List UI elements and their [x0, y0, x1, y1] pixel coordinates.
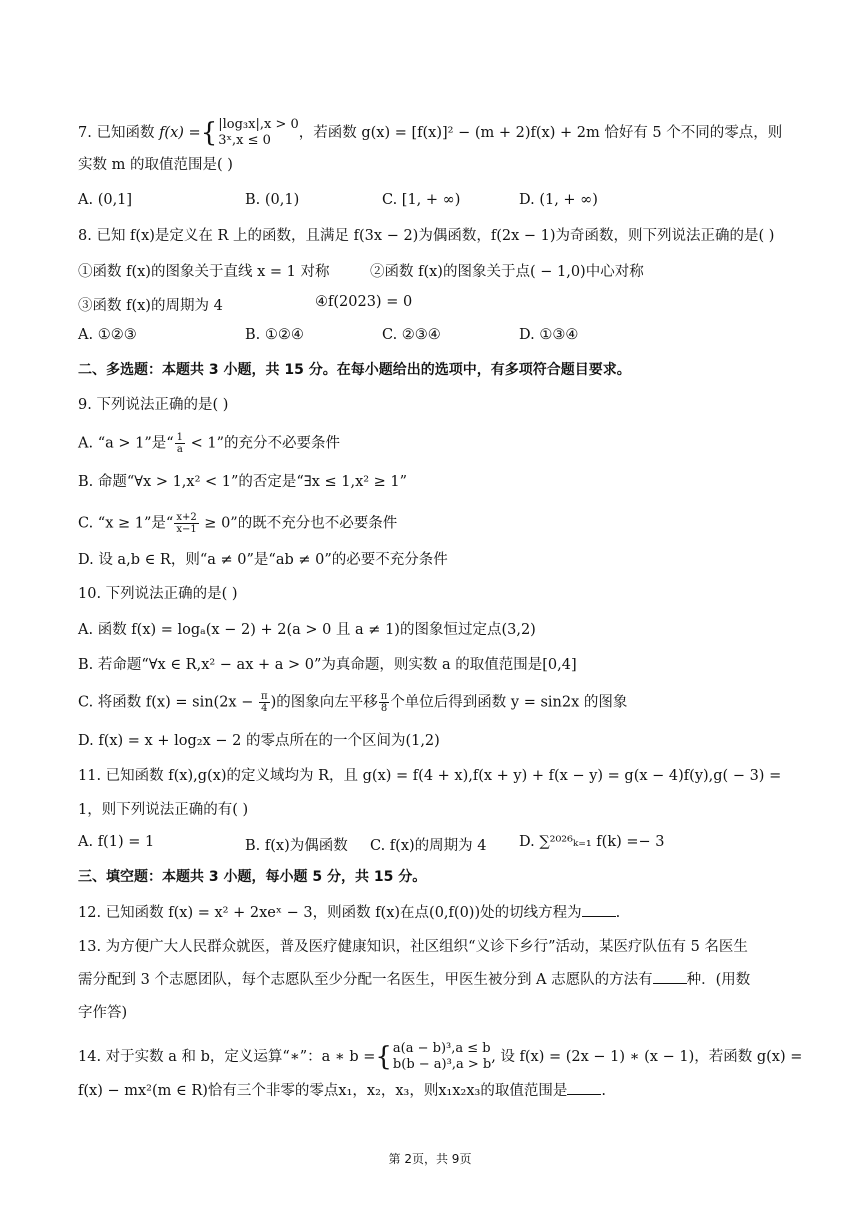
q14-answer-blank — [567, 1081, 601, 1095]
q11-option-b: B. f(x)为偶函数 — [245, 838, 348, 854]
q8-option-b: B. ①②④ — [245, 327, 304, 343]
q10-c-fraction-2 — [379, 691, 390, 714]
q14-pre: 14. 对于实数 a 和 b，定义运算“∗”：a ∗ b = — [78, 1049, 376, 1065]
q8-statement-3: ③函数 f(x)的周期为 4 — [78, 298, 223, 314]
q7-func: f(x) = — [159, 125, 201, 141]
q9-a-pre: A. “a > 1”是“ — [78, 435, 174, 452]
section-fill-in-heading: 三、填空题：本题共 3 小题，每小题 5 分，共 15 分。 — [78, 869, 427, 885]
q13-answer-blank — [653, 970, 687, 984]
q12-post: . — [615, 905, 621, 921]
q7-prefix: 7. 已知函数 — [78, 125, 160, 141]
q7-line2: 实数 m 的取值范围是( ) — [78, 157, 233, 173]
q9-option-b: B. 命题“∀x > 1,x² < 1”的否定是“∃x ≤ 1,x² ≥ 1” — [78, 474, 408, 490]
q7-line1 — [78, 117, 782, 149]
q10-c-num2: π — [380, 691, 388, 702]
q14-brace: { — [375, 1042, 392, 1072]
q10-option-c — [78, 691, 627, 714]
q9-c-num: x+2 — [176, 512, 197, 523]
q7-option-a: A. (0,1] — [78, 192, 133, 208]
q10-c-den2: 8 — [380, 703, 388, 714]
q12-pre: 12. 已知函数 f(x) = x² + 2xeˣ − 3，则函数 f(x)在点(0,f(0))处的切线方程为 — [78, 905, 582, 921]
q7-option-b: B. (0,1) — [245, 192, 300, 208]
q10-stem: 10. 下列说法正确的是( ) — [78, 586, 238, 602]
q11-line1: 11. 已知函数 f(x),g(x)的定义域均为 R，且 g(x) = f(4 + x),f(x + y) + f(x − y) = g(x − 4)f(y),g( − 3) = — [78, 768, 782, 784]
q11-option-c: C. f(x)的周期为 4 — [370, 838, 487, 854]
q9-stem: 9. 下列说法正确的是( ) — [78, 397, 229, 413]
q8-option-a: A. ①②③ — [78, 327, 137, 343]
q13-line1: 13. 为方便广大人民群众就医，普及医疗健康知识，社区组织“义诊下乡行”活动，某医疗队伍有 5 名医生 — [78, 939, 748, 955]
q11-line2: 1，则下列说法正确的有( ) — [78, 802, 249, 818]
q10-c-mid: )的图象向左平移 — [270, 694, 378, 711]
q14-line2-pre: f(x) − mx²(m ∈ R)恰有三个非零的零点x₁，x₂，x₃，则x₁x₂x₃的取值范围是 — [78, 1083, 568, 1099]
q9-a-den: a — [176, 444, 183, 455]
q7-mid: ，若函数 g(x) = [f(x)]² − (m + 2)f(x) + 2m 恰好有 5 个不同的零点，则 — [298, 125, 783, 141]
q9-a-fraction — [175, 432, 185, 455]
section-multiple-choice-heading: 二、多选题：本题共 3 小题，共 15 分。在每小题给出的选项中，有多项符合题目要求。 — [78, 362, 631, 378]
q9-a-num: 1 — [176, 432, 184, 443]
q10-c-num1: π — [260, 691, 268, 702]
q13-line2-post: 种．(用数 — [686, 972, 751, 988]
q10-c-pre: C. 将函数 f(x) = sin(2x − — [78, 694, 258, 711]
q10-option-a: A. 函数 f(x) = logₐ(x − 2) + 2(a > 0 且 a ≠ 1)的图象恒过定点(3,2) — [78, 622, 536, 638]
q7-cases — [218, 117, 299, 149]
q8-statement-2: ②函数 f(x)的图象关于点( − 1,0)中心对称 — [370, 264, 644, 280]
q14-line1 — [78, 1041, 802, 1073]
q13-line2 — [78, 970, 750, 990]
q8-statement-1: ①函数 f(x)的图象关于直线 x = 1 对称 — [78, 264, 330, 280]
q8-option-c: C. ②③④ — [382, 327, 441, 343]
q7-case2: 3ˣ,x ≤ 0 — [218, 133, 271, 148]
q10-option-d: D. f(x) = x + log₂x − 2 的零点所在的一个区间为(1,2) — [78, 733, 440, 749]
q14-line2-post: . — [601, 1083, 606, 1099]
q11-option-d: D. ∑²⁰²⁶ₖ₌₁ f(k) =− 3 — [519, 834, 665, 850]
q10-c-fraction-1 — [259, 691, 270, 714]
q14-case1: a(a − b)³,a ≤ b — [392, 1041, 491, 1056]
q13-line2-pre: 需分配到 3 个志愿团队，每个志愿队至少分配一名医生，甲医生被分到 A 志愿队的方法有 — [78, 972, 653, 988]
q9-a-post: < 1”的充分不必要条件 — [186, 435, 341, 452]
q7-option-c: C. [1, + ∞) — [382, 192, 461, 208]
q9-option-a — [78, 432, 340, 455]
q14-line2 — [78, 1081, 606, 1101]
q14-cases — [393, 1041, 491, 1073]
page-footer: 第 2页，共 9页 — [388, 1152, 472, 1166]
q8-option-d: D. ①③④ — [519, 327, 579, 343]
q7-option-d: D. (1, + ∞) — [519, 192, 598, 208]
q12-answer-blank — [582, 903, 616, 917]
q14-post: , 设 f(x) = (2x − 1) ∗ (x − 1)，若函数 g(x) = — [491, 1049, 803, 1065]
q7-case1: |log₃x|,x > 0 — [218, 117, 299, 132]
q10-option-b: B. 若命题“∀x ∈ R,x² − ax + a > 0”为真命题，则实数 a 的取值范围是[0,4] — [78, 657, 577, 673]
q14-case2: b(b − a)³,a > b — [392, 1057, 492, 1072]
q9-c-post: ≥ 0”的既不充分也不必要条件 — [199, 515, 398, 532]
q9-option-c — [78, 512, 397, 535]
q7-brace: { — [200, 118, 218, 148]
q8-stem: 8. 已知 f(x)是定义在 R 上的函数，且满足 f(3x − 2)为偶函数，f(2x − 1)为奇函数，则下列说法正确的是( ) — [78, 228, 775, 244]
q13-line3: 字作答) — [78, 1005, 128, 1021]
q10-c-den1: 4 — [261, 703, 268, 714]
q12-line — [78, 903, 620, 923]
q9-c-den: x−1 — [176, 524, 197, 535]
q11-option-a: A. f(1) = 1 — [78, 834, 155, 850]
q10-c-post: 个单位后得到函数 y = sin2x 的图象 — [390, 694, 628, 711]
q9-c-pre: C. “x ≥ 1”是“ — [78, 515, 174, 532]
q9-c-fraction — [174, 512, 198, 535]
q8-statement-4: ④f(2023) = 0 — [315, 294, 413, 310]
q9-option-d: D. 设 a,b ∈ R，则“a ≠ 0”是“ab ≠ 0”的必要不充分条件 — [78, 552, 448, 568]
